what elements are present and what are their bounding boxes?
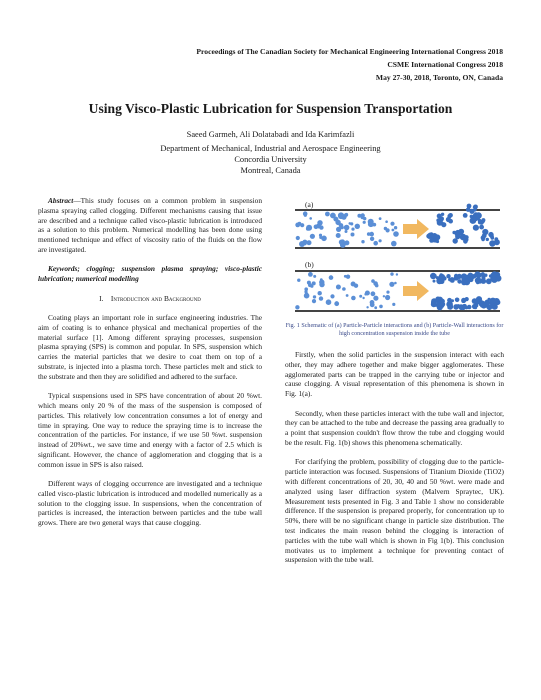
particle bbox=[456, 304, 460, 308]
particle bbox=[390, 222, 394, 226]
university: Concordia University bbox=[234, 155, 307, 164]
particle bbox=[300, 223, 304, 227]
particle bbox=[308, 272, 313, 277]
particle bbox=[392, 229, 395, 232]
particle bbox=[475, 277, 481, 283]
particle bbox=[309, 217, 312, 220]
particle bbox=[446, 274, 450, 278]
particle bbox=[396, 273, 398, 275]
particle bbox=[385, 220, 388, 223]
particle bbox=[482, 277, 486, 281]
particle bbox=[333, 217, 338, 222]
location: Montreal, Canada bbox=[240, 166, 301, 175]
particle bbox=[351, 282, 356, 287]
right-paragraph-3: For clarifying the problem, possibility of clogging due to the particle-particle interaction was focused. Suspensions of Titanium Dioxide (TiO2) with different concentrations of 20, 30, 40 and 50 %wt. were made and analyzed using laser diffraction system (Malvern Spraytec, UK). Measurement tests presented in Fig. 3 and Table 1 show no considerable difference. If the suspension is prepared properly, for concentration up to 50%, there will be no significant change in particle size distribution. The test indicates the main reason behind the clogging is interaction of particles with the tube wall which is shown in Fig 1(b). This conclusion motivates us to implement a technique for preventing contact of suspension with the tube wall. bbox=[285, 457, 504, 565]
particle bbox=[491, 272, 497, 278]
particle bbox=[463, 213, 468, 218]
particle bbox=[344, 213, 348, 217]
tube-a bbox=[295, 204, 500, 248]
tube-b bbox=[295, 271, 502, 311]
particle bbox=[446, 217, 451, 222]
particle bbox=[466, 207, 471, 212]
particle bbox=[433, 280, 436, 283]
particle bbox=[310, 234, 315, 239]
particle bbox=[448, 278, 452, 282]
particle bbox=[336, 233, 341, 238]
proceedings-header-line2: CSME International Congress 2018 bbox=[387, 60, 503, 69]
particle bbox=[458, 229, 464, 235]
particle bbox=[391, 241, 397, 247]
particle bbox=[481, 218, 485, 222]
figure-label-b: (b) bbox=[305, 260, 314, 269]
particle bbox=[436, 218, 440, 222]
particle bbox=[464, 235, 468, 239]
particle bbox=[451, 299, 454, 302]
particle bbox=[364, 293, 367, 296]
particle bbox=[338, 212, 344, 218]
keywords: Keywords; clogging; suspension plasma spraying; visco-plastic lubrication; numerical modelling bbox=[38, 264, 262, 284]
particle bbox=[344, 275, 347, 278]
particle bbox=[362, 297, 364, 299]
particle bbox=[448, 304, 454, 310]
particle bbox=[319, 282, 324, 287]
particle bbox=[379, 305, 383, 309]
particle bbox=[494, 237, 498, 241]
particle bbox=[490, 234, 494, 238]
particle bbox=[383, 295, 385, 297]
department: Department of Mechanical, Industrial and Aerospace Engineering bbox=[160, 144, 381, 153]
particle bbox=[307, 240, 312, 245]
particle bbox=[432, 233, 438, 239]
particle bbox=[429, 238, 434, 243]
particle bbox=[392, 303, 395, 306]
particle bbox=[368, 221, 374, 227]
particle bbox=[490, 298, 496, 304]
particle bbox=[317, 220, 322, 225]
particle bbox=[336, 285, 341, 290]
particle bbox=[467, 305, 472, 310]
figure-1 bbox=[285, 198, 504, 325]
particle bbox=[394, 282, 397, 285]
particle bbox=[346, 294, 349, 297]
particle bbox=[487, 304, 493, 310]
particle bbox=[336, 227, 341, 232]
particle bbox=[361, 240, 364, 243]
particle bbox=[366, 306, 368, 308]
particle bbox=[455, 234, 460, 239]
particle bbox=[325, 212, 330, 217]
particle bbox=[296, 236, 300, 240]
particle bbox=[320, 278, 323, 281]
flow-arrow-a bbox=[403, 219, 429, 239]
particle bbox=[349, 222, 352, 225]
particle bbox=[326, 299, 332, 305]
particle bbox=[329, 275, 334, 280]
particle bbox=[390, 272, 393, 275]
particle bbox=[440, 299, 445, 304]
particle bbox=[318, 291, 322, 295]
particle bbox=[304, 214, 307, 217]
particle bbox=[306, 227, 310, 231]
particle bbox=[373, 281, 378, 286]
paper-title: Using Visco-Plastic Lubrication for Suspension Transportation bbox=[88, 101, 453, 116]
particle bbox=[475, 304, 478, 307]
particle bbox=[313, 295, 316, 298]
particle bbox=[351, 296, 356, 301]
particle bbox=[438, 280, 442, 284]
figure-1-caption: Fig. 1 Schematic of (a) Particle-Particle interactions and (b) Particle-Wall interactions for high concentration suspension inside the tube bbox=[285, 323, 504, 337]
particle bbox=[374, 306, 377, 309]
particle bbox=[319, 296, 323, 300]
particle bbox=[371, 291, 376, 296]
section-heading bbox=[38, 294, 262, 304]
particle bbox=[321, 236, 327, 242]
particles-b bbox=[295, 272, 398, 310]
particle bbox=[441, 213, 444, 216]
particle bbox=[431, 301, 437, 307]
authors: Saeed Garmeh, Ali Dolatabadi and Ida Karimfazli bbox=[186, 130, 355, 139]
wall-deposits-b bbox=[430, 271, 502, 310]
particle bbox=[295, 305, 299, 309]
particle bbox=[489, 241, 492, 244]
particle bbox=[394, 233, 397, 236]
particle bbox=[475, 212, 482, 219]
particle bbox=[379, 217, 382, 220]
particle bbox=[342, 287, 346, 291]
particle bbox=[334, 301, 339, 306]
particles-a bbox=[295, 211, 399, 247]
particle bbox=[359, 295, 362, 298]
particle bbox=[370, 237, 374, 241]
particle bbox=[357, 214, 361, 218]
particle bbox=[482, 304, 485, 307]
particle bbox=[330, 294, 334, 298]
particle bbox=[312, 299, 316, 303]
right-paragraph-1: Firstly, when the solid particles in the suspension interact with each other, they may adhere together and make bigger agglomerates. These agglomerated parts can be trapped in the carrying tube or injector and cause clogging. A visual representation of this phenomena is shown in Fig. 1(a). bbox=[285, 350, 504, 399]
particle bbox=[474, 271, 480, 277]
particle bbox=[305, 290, 307, 292]
particle bbox=[303, 242, 306, 245]
particle bbox=[312, 281, 316, 285]
particle bbox=[464, 275, 467, 278]
particle bbox=[461, 298, 466, 303]
particle bbox=[457, 279, 462, 284]
particle bbox=[313, 275, 316, 278]
particle bbox=[370, 302, 375, 307]
left-paragraph-1: Coating plays an important role in surface engineering industries. The aim of coating is to enhance physical and mechanical properties of the material surface [1]. Among different spraying processes, suspension plasma spraying (SPS) is common and popular. In SPS, suspension which carries the material particles that we desire to coat them on top of a substrate, is injected into a plasma torch. These particles melt and stick to the substrate and then they are solidified and adhered to the surface. bbox=[38, 312, 262, 381]
particle bbox=[496, 302, 499, 305]
particle bbox=[455, 298, 460, 303]
particle bbox=[355, 224, 360, 229]
particle bbox=[486, 238, 489, 241]
particle bbox=[442, 276, 446, 280]
particle bbox=[351, 228, 354, 231]
left-paragraph-2: Typical suspensions used in SPS have concentration of about 20 %wt. which means only 20 % of the mass of the suspension is composed of particles. This relatively low concentration consumes a lot of energy and time in spraying. One way to reduce the spraying time is to increase the concentration of the particles. For instance, if we use 50 %wt. suspension instead of 20%wt., we save time and energy with a factor of 2.5 which is significant. However, the chance of agglomeration and clogging that is a common issue in SPS is also raised. bbox=[38, 391, 262, 469]
particle bbox=[373, 296, 378, 301]
particle bbox=[386, 228, 390, 232]
right-column bbox=[285, 350, 504, 575]
left-paragraph-3: Different ways of clogging occurrence are investigated and a technique called visco-plastic lubrication is introduced and modelled numerically as a solution to the clogging issue. In suspensions, when the concentration of particles is increased, the interaction between particles and the tube wall grows. There are two general ways that cause clogging. bbox=[38, 479, 262, 528]
figure-1-schematic bbox=[285, 198, 504, 320]
right-paragraph-2: Secondly, when these particles interact with the tube wall and injector, they can be attached to the tube and decrease the passing area gradually to a point that suspension couldn't flow throw the tube and clogging would be the result. Fig. 1(b) shows this phenomena schematically. bbox=[285, 408, 504, 447]
section-numeral: I. bbox=[99, 293, 104, 303]
particle bbox=[433, 274, 437, 278]
figure-label-a: (a) bbox=[305, 200, 314, 209]
particle bbox=[297, 279, 300, 282]
particle bbox=[479, 225, 484, 230]
particle bbox=[351, 233, 355, 237]
particle bbox=[448, 213, 453, 218]
abstract-text: —This study focuses on a common problem in suspension plasma spraying called clogging. Different mechanisms causing that issue are described and a technique called visco-plastic lubrication is introduced as a solution to this problem. Numerical modelling has been done using mentioned technique and effect of viscosity ratio of the fluids on the flow are investigated. bbox=[38, 196, 262, 254]
abstract-label: Abstract bbox=[48, 196, 74, 205]
particle bbox=[473, 225, 479, 231]
particle bbox=[481, 273, 485, 277]
particle bbox=[373, 241, 378, 246]
particle bbox=[339, 240, 344, 245]
particle bbox=[482, 229, 488, 235]
proceedings-header-line3: May 27-30, 2018, Toronto, ON, Canada bbox=[375, 73, 503, 82]
flow-arrow-b bbox=[403, 281, 429, 301]
particle bbox=[379, 239, 382, 242]
particle bbox=[385, 295, 390, 300]
particle bbox=[464, 279, 470, 285]
section-title: Introduction and Background bbox=[110, 293, 201, 303]
particle bbox=[304, 293, 310, 299]
particle bbox=[470, 215, 474, 219]
particle bbox=[367, 232, 371, 236]
left-column bbox=[38, 196, 262, 538]
particle bbox=[394, 226, 397, 229]
particle bbox=[481, 238, 485, 242]
proceedings-header-line1: Proceedings of The Canadian Society for Mechanical Engineering International Congress 2018 bbox=[196, 47, 503, 56]
particle bbox=[386, 291, 389, 294]
particle bbox=[295, 223, 300, 228]
particle bbox=[472, 298, 478, 304]
particle bbox=[344, 225, 350, 231]
particle bbox=[345, 230, 348, 233]
particle bbox=[389, 282, 394, 287]
particle bbox=[363, 217, 366, 220]
particle bbox=[363, 221, 366, 224]
particle bbox=[478, 221, 481, 224]
particle bbox=[454, 274, 458, 278]
abstract bbox=[38, 196, 262, 255]
